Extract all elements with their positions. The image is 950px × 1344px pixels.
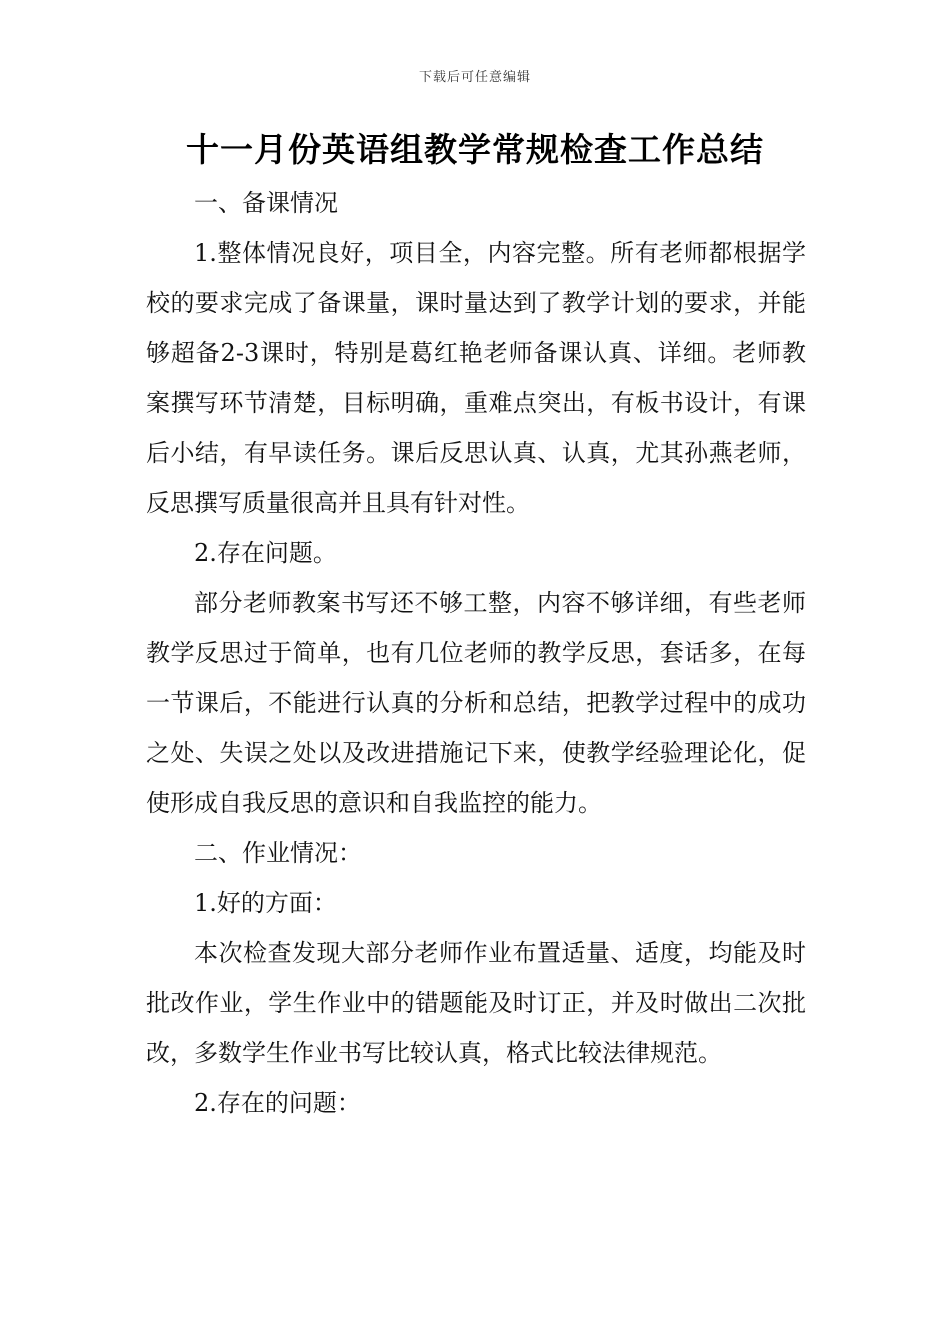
paragraph-good-aspects-detail: 本次检查发现大部分老师作业布置适量、适度，均能及时批改作业，学生作业中的错题能及时订正，并及时做出二次批改，多数学生作业书写比较认真，格式比较法律规范。 — [146, 939, 806, 1067]
paragraph-problems-detail: 部分老师教案书写还不够工整，内容不够详细，有些老师教学反思过于简单，也有几位老师的教学反思，套话多，在每一节课后，不能进行认真的分析和总结，把教学过程中的成功之处、失误之处以及改进措施记下来，使教学经验理论化，促使形成自我反思的意识和自我监控的能力。 — [146, 589, 806, 817]
paragraph-overall-situation: 1.整体情况良好，项目全，内容完整。所有老师都根据学校的要求完成了备课量，课时量达到了教学计划的要求，并能够超备2-3课时，特别是葛红艳老师备课认真、详细。老师教案撰写环节清楚，目标明确，重难点突出，有板书设计，有课后小结，有早读任务。课后反思认真、认真，尤其孙燕老师，反思撰写质量很高并且具有针对性。 — [146, 239, 806, 517]
document-title: 十一月份英语组教学常规检查工作总结 — [186, 130, 764, 169]
section-heading-lesson-prep: 一、备课情况 — [194, 189, 338, 217]
subheading-problems: 2.存在问题。 — [194, 539, 337, 567]
subheading-existing-problems: 2.存在的问题： — [194, 1089, 361, 1117]
subheading-good-aspects: 1.好的方面： — [194, 889, 337, 917]
document-body — [146, 178, 806, 1128]
section-heading-homework: 二、作业情况： — [194, 839, 362, 867]
header-note: 下载后可任意编辑 — [418, 70, 531, 85]
